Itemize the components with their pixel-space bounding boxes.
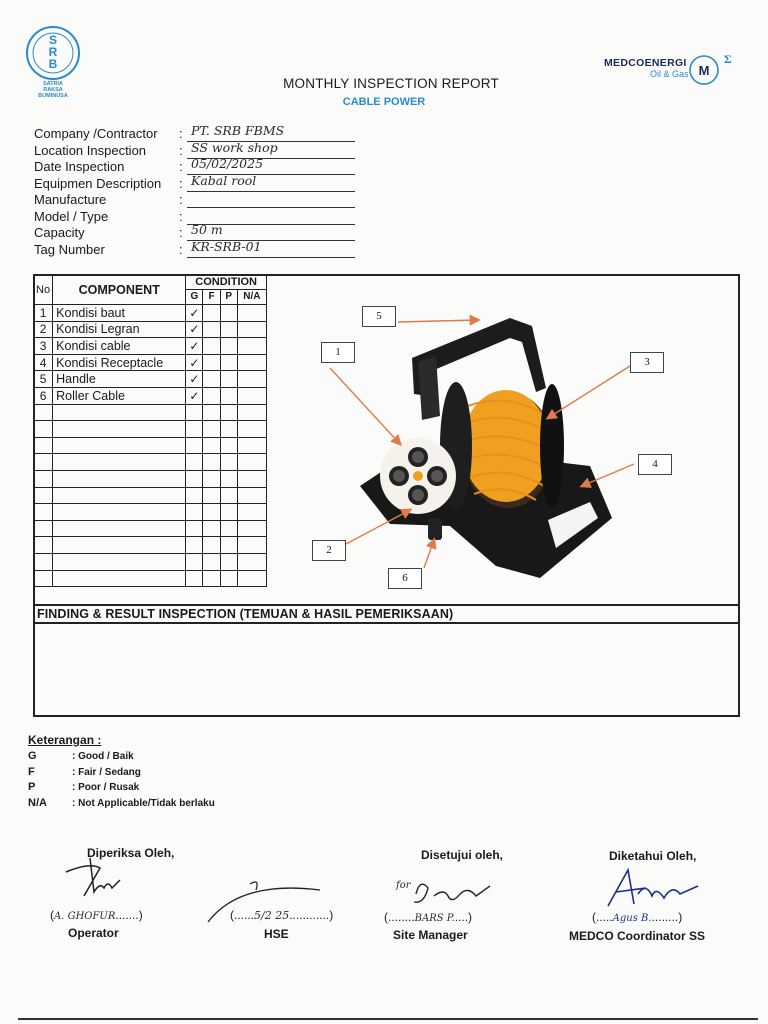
- medco-sub: Oil & Gas: [650, 69, 689, 79]
- hse-role: HSE: [264, 927, 289, 941]
- srb-letter-r: R: [48, 45, 58, 59]
- site-manager-name-line: (........BARS P.....): [384, 910, 473, 924]
- page-subtitle: CABLE POWER: [342, 96, 426, 108]
- cable-reel-photo: [300, 296, 680, 596]
- table-row-empty: [34, 537, 267, 554]
- info-fields: [34, 123, 334, 258]
- table-row-empty: [34, 404, 267, 421]
- table-row: [34, 338, 267, 355]
- legend-value: : Good / Baik: [72, 751, 134, 762]
- row-no: 1: [34, 305, 53, 322]
- medco-role: MEDCO Coordinator SS: [569, 929, 706, 943]
- table-row-empty: [34, 504, 267, 521]
- table-row-empty: [34, 553, 267, 570]
- legend: [28, 733, 215, 812]
- checked-by-heading: Diperiksa Oleh,: [87, 846, 175, 860]
- table-row-empty: [34, 470, 267, 487]
- info-label: Date Inspection: [34, 159, 125, 174]
- approved-by-heading: Disetujui oleh,: [421, 848, 504, 862]
- legend-value: : Poor / Rusak: [72, 782, 140, 793]
- info-label: Equipmen Description: [34, 175, 162, 191]
- info-value: KR-SRB-01: [191, 238, 262, 254]
- site-manager-name: BARS P.: [414, 913, 455, 924]
- table-row-empty: [34, 437, 267, 454]
- callout-1: 1: [321, 342, 355, 363]
- info-value: 05/02/2025: [191, 156, 264, 171]
- col-condition: CONDITION: [186, 275, 267, 290]
- info-row: Tag Number : KR-SRB-01: [34, 242, 334, 259]
- operator-name-line: (A. GHOFUR.......): [50, 908, 143, 922]
- medco-name-line: (.....Agus B.........): [592, 910, 683, 924]
- component-table: [33, 274, 267, 587]
- info-row: Model / Type :: [34, 209, 334, 226]
- info-row: Date Inspection : 05/02/2025: [34, 159, 334, 176]
- srb-text-1: SATRIA: [42, 81, 64, 87]
- check-mark: ✓: [186, 305, 203, 322]
- info-label: Location Inspection: [34, 142, 147, 158]
- page-bottom-rule: [18, 1018, 758, 1020]
- legend-value: : Not Applicable/Tidak berlaku: [72, 797, 215, 809]
- site-manager-role: Site Manager: [393, 928, 468, 942]
- srb-letter-b: B: [48, 57, 58, 71]
- col-g: G: [186, 290, 203, 305]
- callout-5: 5: [362, 306, 396, 327]
- srb-text-3: BUMINUSA: [38, 93, 68, 99]
- legend-title: Keterangan :: [28, 733, 102, 747]
- col-no: No: [34, 275, 53, 305]
- info-label: Manufacture: [34, 192, 107, 207]
- page-title: MONTHLY INSPECTION REPORT: [283, 76, 499, 91]
- srb-text-2: RAKSA: [43, 87, 63, 93]
- info-value: SS work shop: [191, 139, 278, 155]
- info-row: Location Inspection : SS work shop: [34, 143, 334, 160]
- table-row-empty: [34, 570, 267, 587]
- check-mark: ✓: [186, 338, 203, 355]
- row-no: 4: [34, 354, 53, 371]
- svg-text:M: M: [698, 63, 710, 78]
- check-mark: ✓: [186, 387, 203, 404]
- hse-name-line: (......5/2 25............): [230, 908, 334, 922]
- callout-4: 4: [638, 454, 672, 475]
- table-row: [34, 321, 267, 338]
- check-mark: ✓: [186, 371, 203, 388]
- table-row: [34, 387, 267, 404]
- legend-key: F: [28, 765, 35, 778]
- row-no: 6: [34, 387, 53, 404]
- info-label: Capacity: [34, 225, 85, 240]
- table-row-empty: [34, 520, 267, 537]
- table-row: [34, 371, 267, 388]
- info-row: Equipmen Description : Kabal rool: [34, 176, 334, 193]
- srb-logo: [22, 26, 84, 104]
- row-no: 5: [34, 371, 53, 388]
- legend-key: G: [28, 750, 37, 762]
- table-row: [34, 354, 267, 371]
- row-component: Kondisi Receptacle: [53, 354, 186, 371]
- row-component: Roller Cable: [53, 387, 186, 404]
- check-mark: ✓: [186, 321, 203, 338]
- table-row-empty: [34, 487, 267, 504]
- callout-6: 6: [388, 568, 422, 589]
- table-row-empty: [34, 421, 267, 438]
- legend-item: [28, 765, 141, 782]
- table-row: [34, 305, 267, 322]
- acknowledged-by-heading: Diketahui Oleh,: [609, 849, 697, 863]
- medco-brand: MEDCOENERGI: [604, 57, 687, 69]
- operator-name: A. GHOFUR: [54, 911, 116, 922]
- row-component: Handle: [53, 371, 186, 388]
- finding-content: [40, 630, 730, 710]
- row-component: Kondisi baut: [53, 305, 186, 322]
- legend-item: [28, 750, 134, 766]
- site-manager-note: for: [396, 880, 411, 891]
- legend-item: [28, 781, 140, 797]
- check-mark: ✓: [186, 354, 203, 371]
- legend-value: : Fair / Sedang: [72, 766, 141, 778]
- info-label: Tag Number: [34, 241, 105, 257]
- table-row-empty: [34, 454, 267, 471]
- info-value: Kabal rool: [191, 172, 257, 188]
- col-f: F: [203, 290, 220, 305]
- legend-item: [28, 796, 215, 813]
- row-no: 3: [34, 338, 53, 355]
- srb-letter-s: S: [48, 33, 57, 47]
- legend-key: N/A: [28, 796, 47, 809]
- info-row: Capacity : 50 m: [34, 225, 334, 242]
- col-na: N/A: [237, 290, 266, 305]
- legend-key: P: [28, 781, 36, 793]
- col-component: COMPONENT: [53, 275, 186, 305]
- row-component: Kondisi Legran: [53, 321, 186, 338]
- row-no: 2: [34, 321, 53, 338]
- hse-name: 5/2 25: [254, 909, 290, 922]
- svg-text:Σ: Σ: [724, 52, 732, 66]
- callout-2: 2: [312, 540, 346, 561]
- medco-name: Agus B.: [612, 913, 652, 924]
- info-value: PT. SRB FBMS: [191, 123, 285, 138]
- row-component: Kondisi cable: [53, 338, 186, 355]
- info-label: Company /Contractor: [34, 126, 158, 141]
- info-label: Model / Type: [34, 208, 109, 224]
- info-row: Company /Contractor : PT. SRB FBMS: [34, 126, 334, 143]
- finding-header: [33, 604, 740, 624]
- col-p: P: [220, 290, 237, 305]
- info-row: Manufacture :: [34, 192, 334, 209]
- finding-title: FINDING & RESULT INSPECTION (TEMUAN & HASIL PEMERIKSAAN): [37, 607, 454, 621]
- info-value: 50 m: [191, 222, 223, 237]
- callout-3: 3: [630, 352, 664, 373]
- operator-role: Operator: [68, 926, 119, 940]
- operator-signature: [60, 852, 130, 902]
